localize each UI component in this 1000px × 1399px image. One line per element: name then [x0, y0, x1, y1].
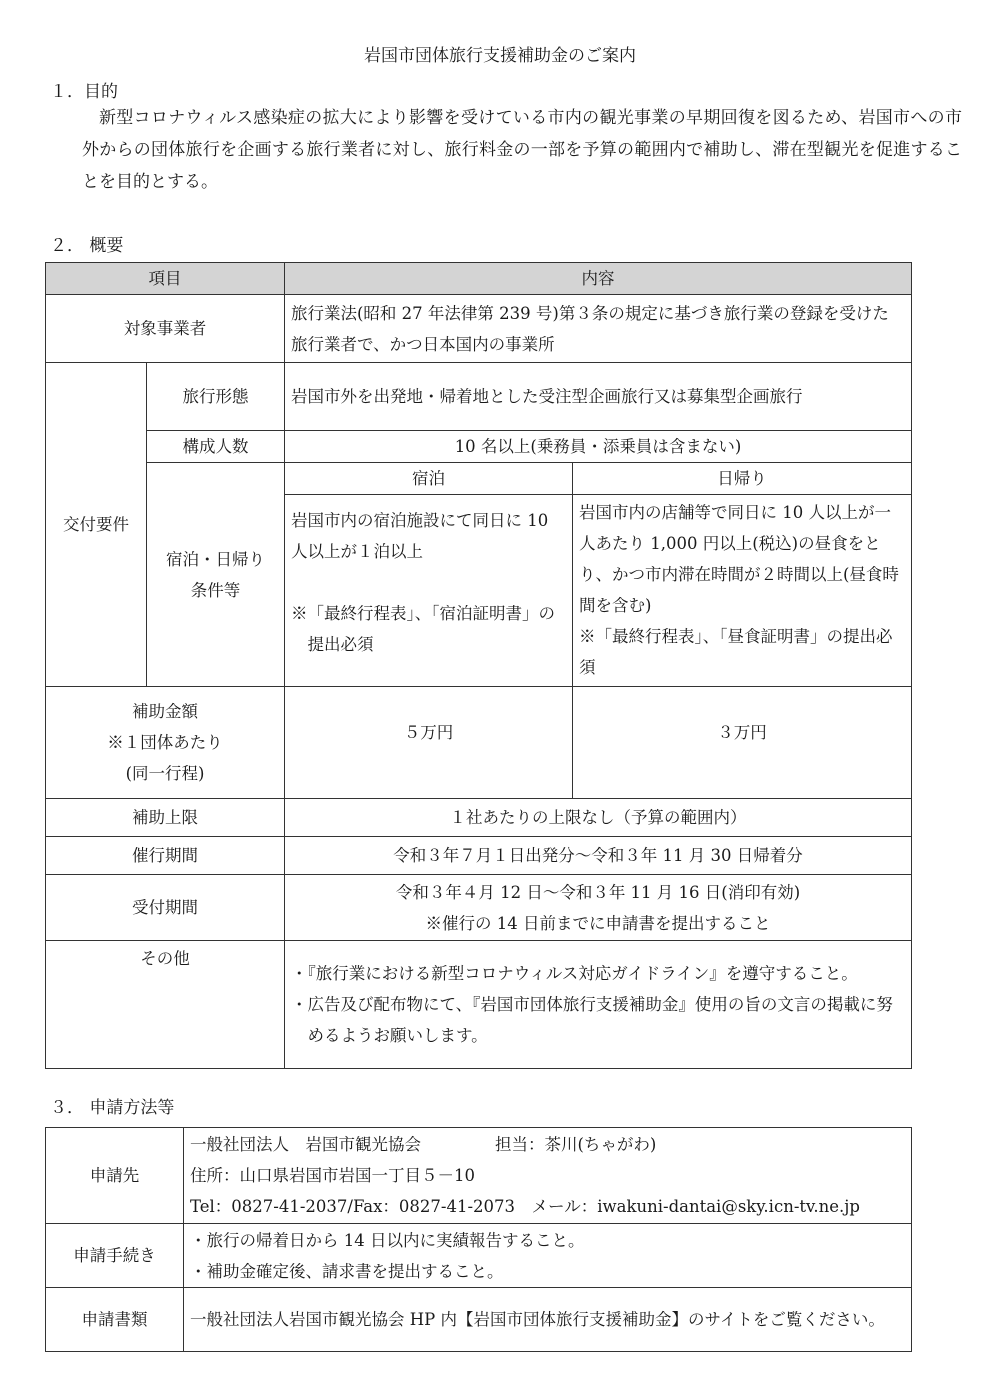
procedure-item: ・補助金確定後、請求書を提出すること。 — [190, 1261, 504, 1281]
section-heading-purpose: １．目的 — [50, 82, 118, 102]
procedure-item: ・旅行の帰着日から 14 日以内に実績報告すること。 — [190, 1230, 585, 1250]
amount-label-line1: 補助金額 — [132, 702, 198, 721]
header-item: 項目 — [46, 263, 285, 295]
requirements-label: 交付要件 — [46, 363, 147, 687]
purpose-text: 新型コロナウィルス感染症の拡大により影響を受けている市内の観光事業の早期回復を図るため、岩国市への市外からの団体旅行を企画する旅行業者に対し、旅行料金の一部を予算の範囲内で補助し、滞在型観光を促進することを目的とする。 — [82, 108, 962, 192]
stay-condition-label — [147, 463, 285, 687]
limit-label: 補助上限 — [46, 799, 285, 837]
overnight-header: 宿泊 — [285, 463, 573, 495]
dest-value — [184, 1128, 912, 1224]
stay-label-line2: 条件等 — [190, 580, 241, 600]
amount-label-line2: ※１団体あたり — [107, 733, 223, 752]
dest-tel: Tel：0827-41-2037/Fax：0827-41-2073 メール：iwakuni-dantai@sky.icn-tv.ne.jp — [190, 1197, 860, 1216]
amount-overnight: ５万円 — [285, 687, 573, 799]
members-value: 10 名以上(乗務員・添乗員は含まない) — [285, 431, 912, 463]
procedure-label: 申請手続き — [46, 1224, 184, 1288]
page-title: 岩国市団体旅行支援補助金のご案内 — [364, 46, 636, 66]
dest-label: 申請先 — [46, 1128, 184, 1224]
target-label: 対象事業者 — [46, 295, 285, 363]
overnight-condition-text: 岩国市内の宿泊施設にて同日に 10 人以上が１泊以上 — [291, 511, 549, 561]
period-label: 催行期間 — [46, 837, 285, 875]
dest-contact: 担当：茶川(ちゃがわ) — [495, 1135, 657, 1154]
reception-value-line2: ※催行の 14 日前までに申請書を提出すること — [425, 913, 771, 933]
daytrip-condition-text: 岩国市内の店舗等で同日に 10 人以上が一人あたり 1,000 円以上(税込)の昼食をとり、かつ市内滞在時間が２時間以上(昼食時間を含む) — [579, 503, 899, 615]
daytrip-condition — [573, 495, 912, 687]
other-item: ・広告及び配布物にて、『岩国市団体旅行支援補助金』使用の旨の文言の掲載に努めるようお願いします。 — [291, 995, 893, 1045]
header-content: 内容 — [285, 263, 912, 295]
dest-org-line — [190, 1129, 905, 1160]
application-table — [45, 1127, 912, 1352]
travel-form-value: 岩国市外を出発地・帰着地とした受注型企画旅行又は募集型企画旅行 — [285, 363, 912, 431]
overview-table — [45, 262, 912, 1069]
daytrip-header: 日帰り — [573, 463, 912, 495]
other-item: ・『旅行業における新型コロナウィルス対応ガイドライン』を遵守すること。 — [291, 964, 858, 983]
members-label: 構成人数 — [147, 431, 285, 463]
overnight-condition — [285, 495, 573, 687]
period-value: 令和３年７月１日出発分～令和３年 11 月 30 日帰着分 — [285, 837, 912, 875]
travel-form-label: 旅行形態 — [147, 363, 285, 431]
daytrip-note: ※「最終行程表」、「昼食証明書」の提出必須 — [579, 627, 893, 677]
other-value — [285, 941, 912, 1069]
reception-value — [285, 875, 912, 941]
reception-label: 受付期間 — [46, 875, 285, 941]
target-value: 旅行業法(昭和 27 年法律第 239 号)第３条の規定に基づき旅行業の登録を受けた旅行業者で、かつ日本国内の事業所 — [285, 295, 912, 363]
documents-label: 申請書類 — [46, 1288, 184, 1352]
documents-value: 一般社団法人岩国市観光協会 HP 内【岩国市団体旅行支援補助金】のサイトをご覧ください。 — [184, 1288, 912, 1352]
other-label: その他 — [46, 941, 285, 1069]
reception-value-line1: 令和３年４月 12 日～令和３年 11 月 16 日(消印有効) — [395, 882, 801, 902]
amount-label-line3: (同一行程) — [125, 764, 205, 783]
amount-daytrip: ３万円 — [573, 687, 912, 799]
section-heading-application: ３． 申請方法等 — [50, 1098, 175, 1118]
stay-label-line1: 宿泊・日帰り — [166, 549, 265, 569]
procedure-value — [184, 1224, 912, 1288]
limit-value: １社あたりの上限なし（予算の範囲内） — [285, 799, 912, 837]
overnight-note: ※「最終行程表」、「宿泊証明書」の提出必須 — [291, 604, 555, 654]
amount-label — [46, 687, 285, 799]
section-heading-overview: ２． 概要 — [50, 236, 124, 256]
dest-org: 一般社団法人 岩国市観光協会 — [190, 1135, 421, 1154]
dest-address: 住所：山口県岩国市岩国一丁目５－10 — [190, 1166, 475, 1185]
